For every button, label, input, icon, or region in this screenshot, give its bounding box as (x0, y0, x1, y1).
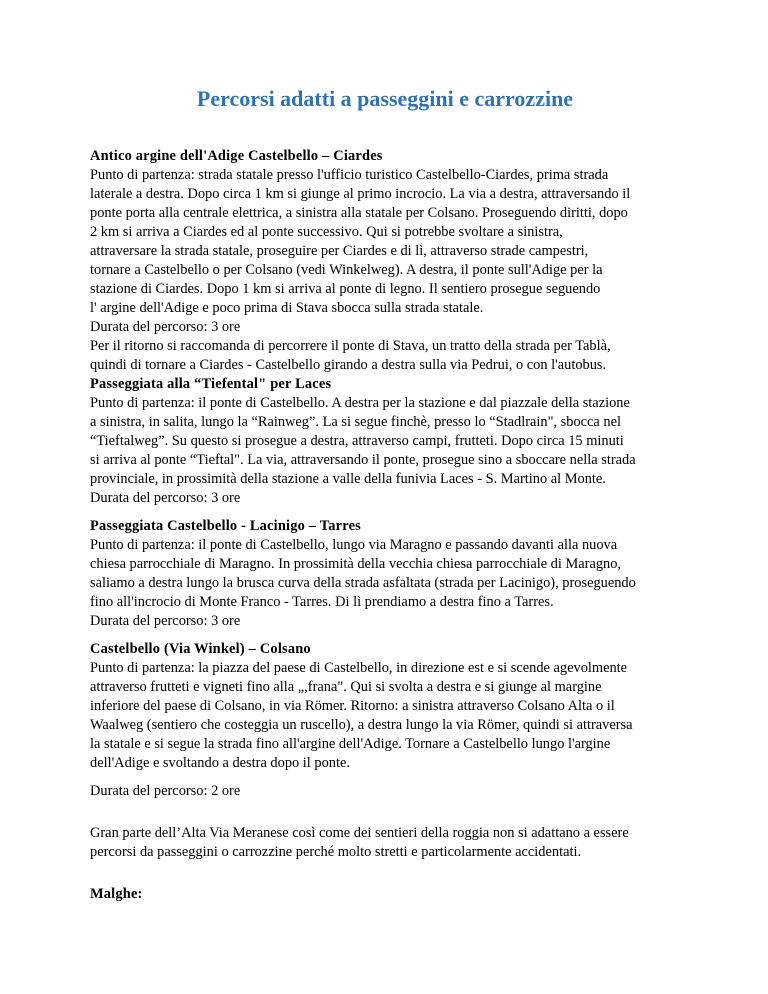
text-line: quindi di tornare a Ciardes - Castelbello girando a destra sulla via Pedrui, o con l'autobus. (90, 357, 607, 373)
text-line: Punto di partenza: il ponte di Castelbello. A destra per la stazione e dal piazzale della stazione (90, 395, 630, 411)
route-section-tiefental (90, 375, 690, 508)
text-line: Gran parte dell’Alta Via Meranese così come dei sentieri della roggia non si adattano a essere (90, 825, 629, 841)
text-line: la statale e si segue la strada fino all'argine dell'Adige. Tornare a Castelbello lungo l'argine (90, 736, 611, 752)
text-line: dell'Adige e svoltando a destra dopo il ponte. (90, 755, 350, 771)
duration-text: Durata del percorso: 3 ore (90, 490, 241, 506)
text-line: provinciale, in prossimità della stazione a valle della funivia Laces - S. Martino al Monte. (90, 471, 606, 487)
note-paragraph (90, 824, 690, 862)
text-line: Punto di partenza: la piazza del paese di Castelbello, in direzione est e si scende agevolmente (90, 660, 628, 676)
text-line: “Tieftalweg”. Su questo si prosegue a destra, attraverso campi, frutteti. Dopo circa 15 minuti (90, 433, 624, 449)
text-line: a sinistra, in salita, lungo la “Rainweg”. La si segue finchè, presso lo “Stadlrain", sbocca nel (90, 414, 621, 430)
page-title: Percorsi adatti a passeggini e carrozzine (196, 86, 574, 111)
text-line: inferiore del paese di Colsano, in via Römer. Ritorno: a sinistra attraverso Colsano Alta o il (90, 698, 615, 714)
text-line: 2 km si arriva a Ciardes ed al ponte successivo. Qui si potrebbe svoltare a sinistra, (90, 224, 563, 240)
route-section-lacinigo (90, 517, 690, 631)
route-section-winkel (90, 640, 690, 801)
text-line: tornare a Castelbello o per Colsano (vedi Winkelweg). A destra, il ponte sull'Adige per la (90, 262, 603, 278)
text-line: fino all'incrocio di Monte Franco - Tarres. Di lì prendiamo a destra fino a Tarres. (90, 594, 554, 610)
section-heading: Antico argine dell'Adige Castelbello – Ciardes (90, 148, 383, 164)
section-heading: Passeggiata Castelbello - Lacinigo – Tarres (90, 518, 361, 534)
text-line: stazione di Ciardes. Dopo 1 km si arriva al ponte di legno. Il sentiero prosegue seguendo (90, 281, 601, 297)
text-line: saliamo a destra lungo la brusca curva della strada asfaltata (strada per Lacinigo), proseguendo (90, 575, 636, 591)
text-line: chiesa parrocchiale di Maragno. In prossimità della vecchia chiesa parrocchiale di Maragno, (90, 556, 622, 572)
section-heading: Malghe: (90, 886, 143, 902)
text-line: attraversare la strada statale, proseguire per Ciardes e di lì, attraverso strade campestri, (90, 243, 589, 259)
duration-text: Durata del percorso: 3 ore (90, 613, 241, 629)
text-line: Punto di partenza: strada statale presso l'ufficio turistico Castelbello-Ciardes, prima strada (90, 167, 609, 183)
section-heading: Passeggiata alla “Tiefental" per Laces (90, 376, 332, 392)
text-line: attraverso frutteti e vigneti fino alla „,frana". Qui si svolta a destra e si giunge al margine (90, 679, 602, 695)
duration-text: Durata del percorso: 2 ore (90, 783, 241, 799)
text-line: Punto di partenza: il ponte di Castelbello, lungo via Maragno e passando davanti alla nuova (90, 537, 618, 553)
duration-text: Durata del percorso: 3 ore (90, 319, 241, 335)
text-line: laterale a destra. Dopo circa 1 km si giunge al primo incrocio. La via a destra, attraversando il (90, 186, 631, 202)
section-heading: Castelbello (Via Winkel) – Colsano (90, 641, 311, 657)
malghe-section (90, 885, 690, 904)
text-line: l' argine dell'Adige e poco prima di Stava sbocca sulla strada statale. (90, 300, 484, 316)
text-line: si arriva al ponte “Tieftal". La via, attraversando il ponte, prosegue sino a sboccare nella strada (90, 452, 636, 468)
text-line: Per il ritorno si raccomanda di percorrere il ponte di Stava, un tratto della strada per Tablà, (90, 338, 611, 354)
route-section-argine (90, 147, 690, 375)
text-line: ponte porta alla centrale elettrica, a sinistra alla statale per Colsano. Proseguendo diritti, dopo (90, 205, 628, 221)
text-line: percorsi da passeggini o carrozzine perché molto stretti e particolarmente accidentati. (90, 844, 582, 860)
text-line: Waalweg (sentiero che costeggia un ruscello), a destra lungo la via Römer, quindi si attraversa (90, 717, 633, 733)
